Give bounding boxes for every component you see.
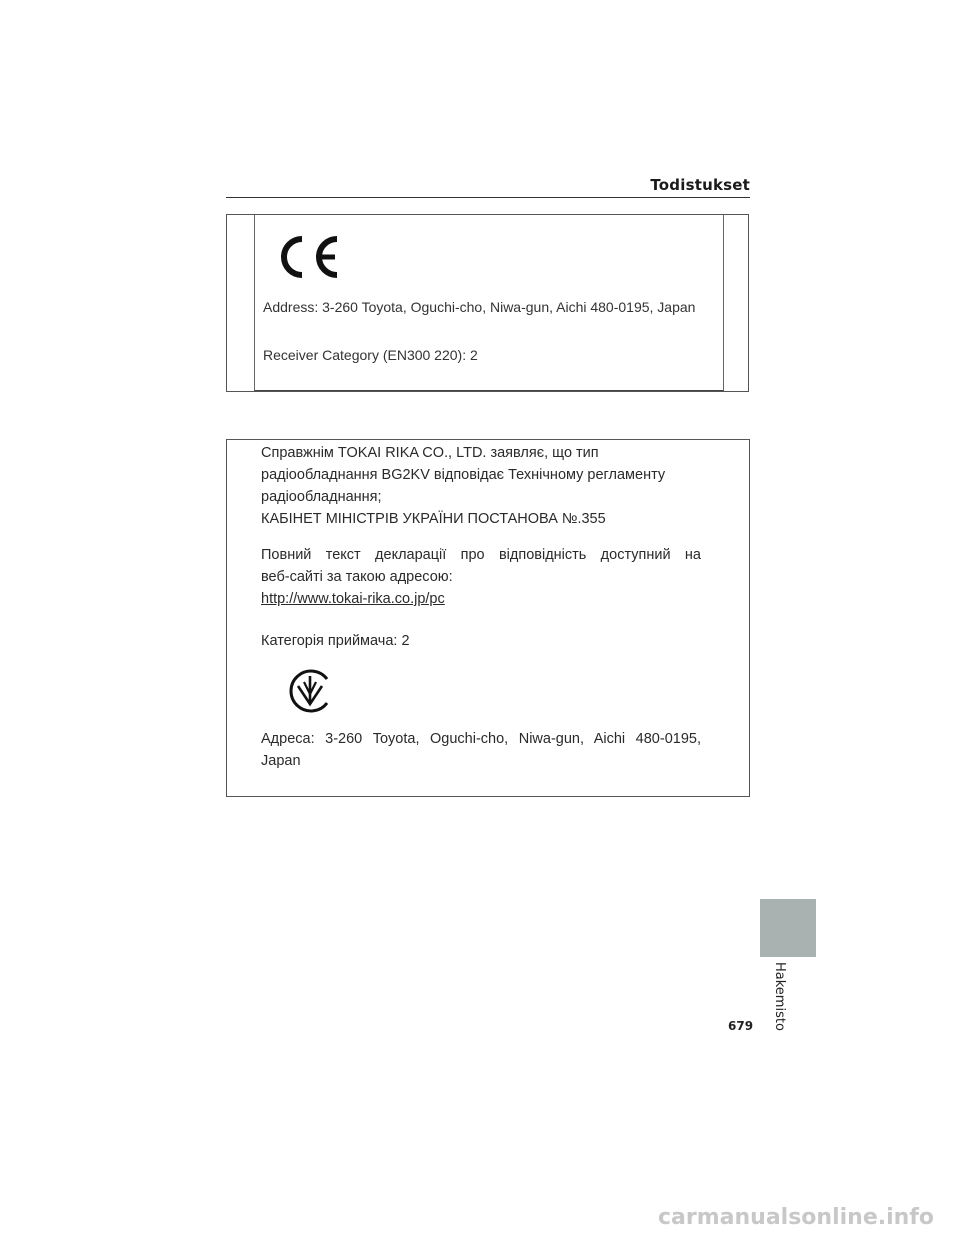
- ua-full-text-paragraph: [261, 544, 701, 610]
- ua-full-text-line-1: Повний текст декларації про відповідність доступний на: [261, 547, 701, 563]
- side-tab: [760, 899, 816, 957]
- ua-line-1: Справжнім TOKAI RIKA CO., LTD. заявляє, що тип: [261, 445, 599, 461]
- ce-inner-frame: [254, 215, 724, 391]
- ua-full-text-line-2: веб-сайті за такою адресою:: [261, 569, 453, 585]
- header-rule: [226, 197, 750, 198]
- page-number: 679: [728, 1019, 754, 1033]
- ua-declaration-link[interactable]: http://www.tokai-rika.co.jp/pc: [261, 591, 445, 607]
- side-tab-label: Hakemisto: [772, 962, 787, 1031]
- ce-declaration-box: [226, 214, 749, 392]
- ukrainian-conformity-mark-icon: [285, 666, 335, 716]
- ua-line-4: КАБІНЕТ МІНІСТРІВ УКРАЇНИ ПОСТАНОВА №.355: [261, 511, 606, 527]
- ce-receiver-category: Receiver Category (EN300 220): 2: [263, 347, 478, 363]
- ce-mark-icon: [269, 233, 343, 281]
- ua-receiver-category: Категорія приймача: 2: [261, 633, 410, 649]
- ua-address-paragraph: [261, 728, 701, 772]
- watermark: carmanualsonline.info: [658, 1205, 934, 1230]
- ua-address-line-1: Адреса: 3-260 Toyota, Oguchi-cho, Niwa-gun, Aichi 480-0195,: [261, 731, 701, 747]
- ua-declaration-box: [226, 439, 750, 797]
- ua-declaration-paragraph: [261, 442, 701, 530]
- ua-line-3: радіообладнання;: [261, 489, 382, 505]
- ua-line-2: радіообладнання BG2KV відповідає Технічному регламенту: [261, 467, 666, 483]
- ce-address: Address: 3-260 Toyota, Oguchi-cho, Niwa-gun, Aichi 480-0195, Japan: [263, 299, 696, 315]
- section-title: Todistukset: [650, 176, 750, 194]
- ua-address-line-2: Japan: [261, 753, 301, 769]
